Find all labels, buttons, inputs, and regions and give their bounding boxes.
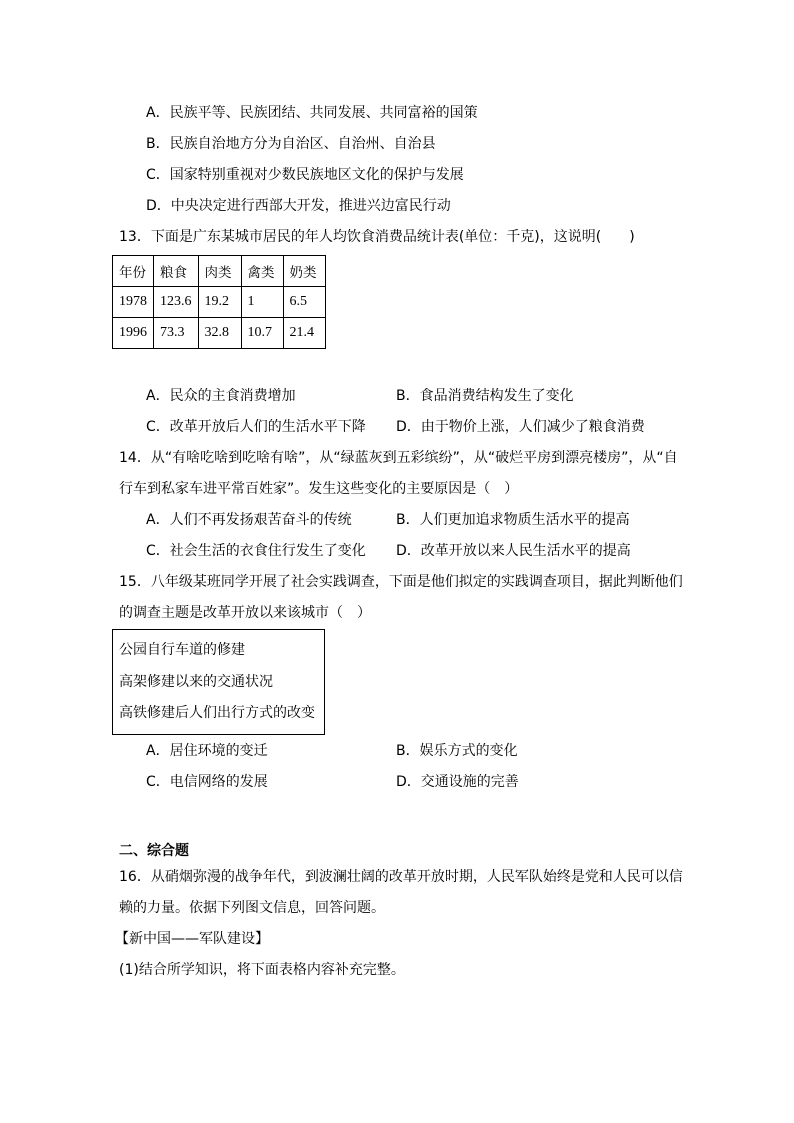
q14-option-a: A．人们不再发扬艰苦奋斗的传统 — [146, 512, 352, 528]
table-row — [113, 287, 326, 318]
q14-option-c: C．社会生活的衣食住行发生了变化 — [146, 543, 366, 559]
survey-item: 高架修建以来的交通状况 — [119, 674, 273, 690]
table-cell: 1978 — [113, 287, 154, 318]
table-cell: 21.4 — [283, 318, 325, 349]
table-cell: 123.6 — [154, 287, 199, 318]
q12-option-b: B．民族自治地方分为自治区、自治州、自治县 — [146, 136, 436, 152]
table-cell: 6.5 — [283, 287, 325, 318]
q16-stem-line1: 16．从硝烟弥漫的战争年代，到波澜壮阔的改革开放时期，人民军队始终是党和人民可以信 — [119, 869, 683, 885]
q13-option-b: B．食品消费结构发生了变化 — [396, 388, 574, 404]
table-cell: 10.7 — [241, 318, 283, 349]
q16-subquestion-1: (1)结合所学知识，将下面表格内容补充完整。 — [119, 962, 405, 978]
table-header-cell: 禽类 — [241, 256, 283, 287]
q15-stem-line1: 15．八年级某班同学开展了社会实践调查，下面是他们拟定的实践调查项目，据此判断他们 — [119, 574, 683, 590]
q15-option-c: C．电信网络的发展 — [146, 774, 268, 790]
survey-item: 公园自行车道的修建 — [119, 642, 245, 658]
q15-stem-line2: 的调查主题是改革开放以来该城市（ ） — [119, 605, 371, 621]
table-cell: 32.8 — [198, 318, 241, 349]
q13-table — [112, 255, 326, 349]
q15-survey-box — [112, 629, 325, 735]
q15-option-a: A．居住环境的变迁 — [146, 743, 268, 759]
q16-bracket-title: 【新中国——军队建设】 — [115, 931, 269, 947]
section-heading: 二、综合题 — [119, 843, 189, 859]
table-header-cell: 奶类 — [283, 256, 325, 287]
table-header-cell: 年份 — [113, 256, 154, 287]
q14-stem-line2: 行车到私家车进平常百姓家”。发生这些变化的主要原因是（ ） — [119, 481, 519, 497]
table-cell: 73.3 — [154, 318, 199, 349]
table-cell: 19.2 — [198, 287, 241, 318]
q12-option-a: A．民族平等、民族团结、共同发展、共同富裕的国策 — [146, 105, 478, 121]
table-header-cell: 肉类 — [198, 256, 241, 287]
q16-stem-line2: 赖的力量。依据下列图文信息，回答问题。 — [119, 900, 385, 916]
q13-option-d: D．由于物价上涨，人们减少了粮食消费 — [396, 419, 645, 435]
q13-stem: 13．下面是广东某城市居民的年人均饮食消费品统计表(单位：千克)，这说明( ) — [119, 229, 635, 245]
q13-option-a: A．民众的主食消费增加 — [146, 388, 296, 404]
q15-option-b: B．娱乐方式的变化 — [396, 743, 518, 759]
table-cell: 1996 — [113, 318, 154, 349]
table-header-cell: 粮食 — [154, 256, 199, 287]
table-cell: 1 — [241, 287, 283, 318]
q14-option-d: D．改革开放以来人民生活水平的提高 — [396, 543, 631, 559]
q12-option-d: D．中央决定进行西部大开发，推进兴边富民行动 — [146, 198, 451, 214]
q14-stem-line1: 14．从“有啥吃啥到吃啥有啥”，从“绿蓝灰到五彩缤纷”，从“破烂平房到漂亮楼房”，从“自 — [119, 450, 678, 466]
table-row — [113, 318, 326, 349]
q12-option-c: C．国家特别重视对少数民族地区文化的保护与发展 — [146, 167, 464, 183]
table-header-row — [113, 256, 326, 287]
survey-item: 高铁修建后人们出行方式的改变 — [119, 705, 315, 721]
q14-option-b: B．人们更加追求物质生活水平的提高 — [396, 512, 630, 528]
q13-option-c: C．改革开放后人们的生活水平下降 — [146, 419, 366, 435]
q15-option-d: D．交通设施的完善 — [396, 774, 519, 790]
